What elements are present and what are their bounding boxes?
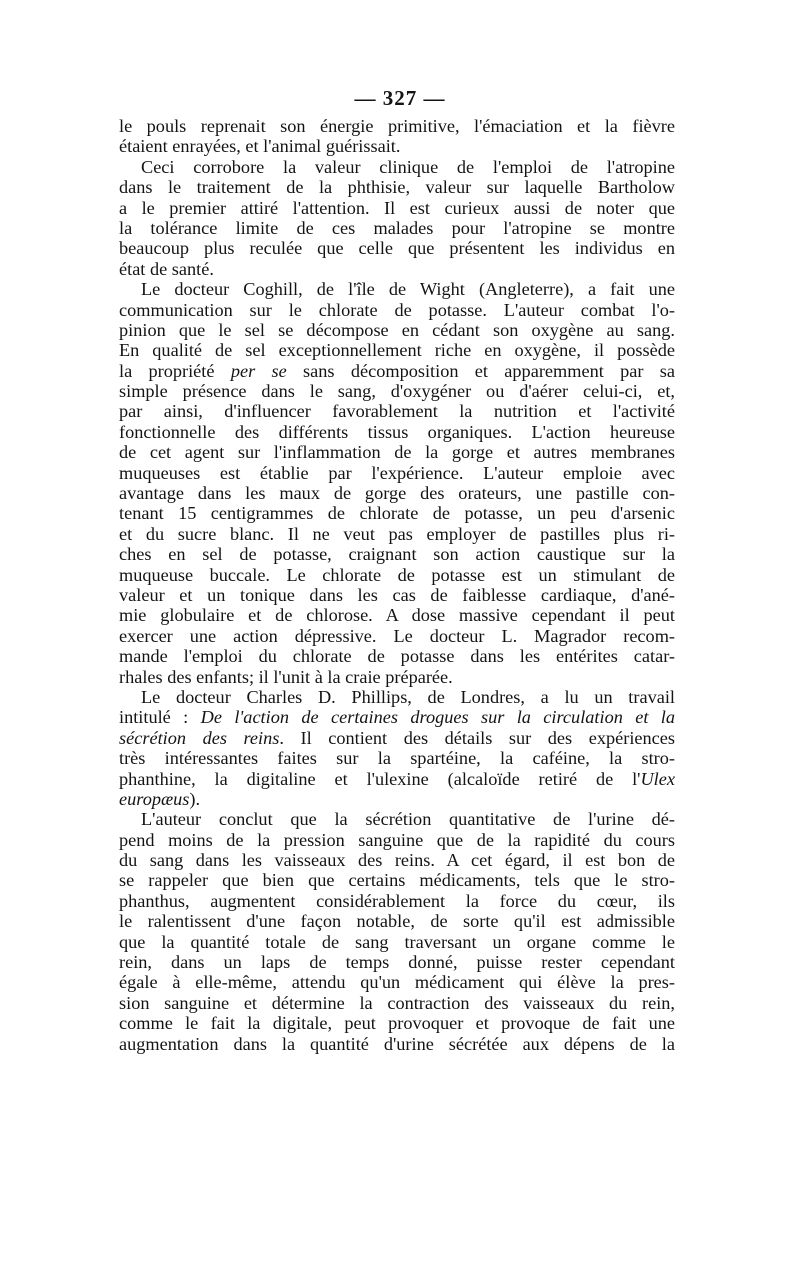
text-line: par ainsi, d'influencer favorablement la nutrition et l'activité <box>119 401 675 422</box>
text-line: étaient enrayées, et l'animal guérissait. <box>119 136 401 157</box>
text-line: de cet agent sur l'inflammation de la gorge et autres membranes <box>119 442 675 463</box>
text-line: a le premier attiré l'attention. Il est curieux aussi de noter que <box>119 197 675 218</box>
text-segment: phanthine, la digitaline et l'ulexine (alcaloïde retiré de l' <box>119 768 641 789</box>
italic-text: sécrétion des reins <box>119 727 280 748</box>
text-line: du sang dans les vaisseaux des reins. A cet égard, il est bon de <box>119 850 675 871</box>
text-segment: ). <box>189 788 201 809</box>
body-text <box>119 116 675 1054</box>
text-line: mie globulaire et de chlorose. A dose massive cependant il peut <box>119 605 675 626</box>
text-line: exercer une action dépressive. Le docteur L. Magrador recom- <box>119 625 675 646</box>
text-line: augmentation dans la quantité d'urine sécrétée aux dépens de la <box>119 1033 675 1054</box>
text-line: la tolérance limite de ces malades pour l'atropine se montre <box>119 217 675 238</box>
text-line: phanthus, augmentent considérablement la force du cœur, ils <box>119 890 675 911</box>
text-line: sion sanguine et détermine la contraction des vaisseaux du rein, <box>119 992 675 1013</box>
text-line: valeur et un tonique dans les cas de faiblesse cardiaque, d'ané- <box>119 584 675 605</box>
text-line: état de santé. <box>119 258 214 279</box>
text-line: comme le fait la digitale, peut provoquer et provoque de fait une <box>119 1013 675 1034</box>
text-line: En qualité de sel exceptionnellement riche en oxygène, il possède <box>119 340 675 361</box>
text-line <box>119 361 675 381</box>
text-line: et du sucre blanc. Il ne veut pas employer de pastilles plus ri- <box>119 523 675 544</box>
text-line <box>119 728 675 748</box>
text-line <box>119 789 675 809</box>
text-line: mande l'emploi du chlorate de potasse dans les entérites catar- <box>119 646 675 667</box>
text-line: le ralentissent d'une façon notable, de sorte qu'il est admissible <box>119 911 675 932</box>
text-segment: intitulé : <box>119 707 201 728</box>
text-line: égale à elle-même, attendu qu'un médicament qui élève la pres- <box>119 972 675 993</box>
text-line: L'auteur conclut que la sécrétion quantitative de l'urine dé- <box>141 809 675 830</box>
page-number: — 327 — <box>354 86 446 110</box>
text-line: dans le traitement de la phthisie, valeur sur laquelle Bartholow <box>119 177 675 198</box>
text-line: Le docteur Coghill, de l'île de Wight (Angleterre), a fait une <box>141 279 675 300</box>
text-line: simple présence dans le sang, d'oxygéner ou d'aérer celui-ci, et, <box>119 381 675 402</box>
italic-text: De l'action de certaines drogues sur la circulation et la <box>200 707 676 728</box>
text-segment: . Il contient des détails sur des expériences <box>279 727 675 748</box>
text-line <box>119 769 675 789</box>
text-line: Le docteur Charles D. Phillips, de Londres, a lu un travail <box>141 686 675 707</box>
text-line: le pouls reprenait son énergie primitive, l'émaciation et la fièvre <box>119 116 675 136</box>
text-line: muqueuse buccale. Le chlorate de potasse est un stimulant de <box>119 564 675 585</box>
text-segment: la propriété <box>119 360 231 381</box>
text-line: que la quantité totale de sang traversant un organe comme le <box>119 931 675 952</box>
text-line: fonctionnelle des différents tissus organiques. L'action heureuse <box>119 421 675 442</box>
text-line: pend moins de la pression sanguine que de la rapidité du cours <box>119 829 675 850</box>
italic-text: Ulex <box>640 768 675 789</box>
italic-text: europæus <box>119 788 190 809</box>
text-line: avantage dans les maux de gorge des orateurs, une pastille con- <box>119 483 675 504</box>
text-line: beaucoup plus reculée que celle que présentent les individus en <box>119 238 675 259</box>
text-line: muqueuses est établie par l'expérience. L'auteur emploie avec <box>119 462 675 483</box>
text-line: communication sur le chlorate de potasse. L'auteur combat l'o- <box>119 299 675 320</box>
text-line: se rappeler que bien que certains médicaments, tels que le stro- <box>119 870 675 891</box>
text-line: ches en sel de potasse, craignant son action caustique sur la <box>119 544 675 565</box>
italic-text: per se <box>230 360 287 381</box>
text-line: très intéressantes faites sur la spartéine, la caféine, la stro- <box>119 748 675 769</box>
text-line: rein, dans un laps de temps donné, puisse rester cependant <box>119 952 675 973</box>
text-line: Ceci corrobore la valeur clinique de l'emploi de l'atropine <box>141 156 675 177</box>
text-line: tenant 15 centigrammes de chlorate de potasse, un peu d'arsenic <box>119 503 675 524</box>
text-line: rhales des enfants; il l'unit à la craie préparée. <box>119 666 453 687</box>
text-line: pinion que le sel se décompose en cédant son oxygène au sang. <box>119 319 675 340</box>
text-segment: sans décomposition et apparemment par sa <box>286 360 675 381</box>
text-line <box>119 707 675 727</box>
